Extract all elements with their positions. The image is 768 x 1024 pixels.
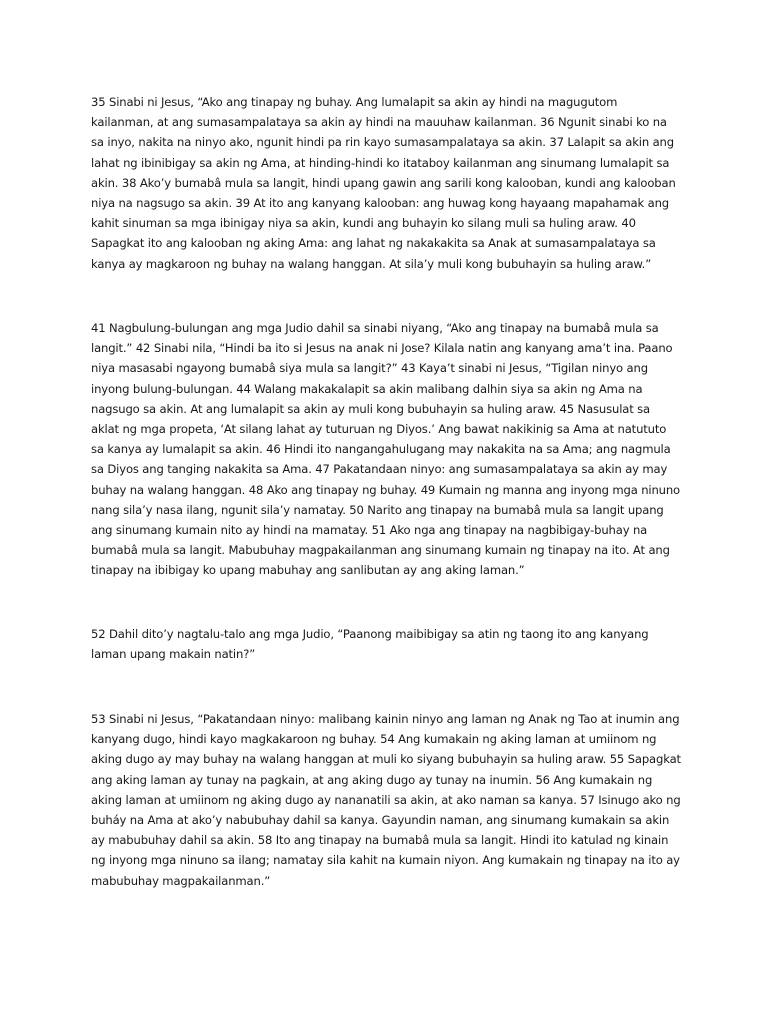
paragraph-verses-53-58: 53 Sinabi ni Jesus, “Pakatandaan ninyo: malibang kainin ninyo ang laman ng Anak ng Tao at inumin ang kanyang dugo, hindi kayo magkakaroon ng buhay. 54 Ang kumakain ng aking laman at umiinom ng aking dugo ay may buhay na walang hanggan at muli ko siyang bubuhayin sa huling araw. 55 Sapagkat ang aking laman ay tunay na pagkain, at ang aking dugo ay tunay na inumin. 56 Ang kumakain ng aking laman at umiinom ng aking dugo ay nananatili sa akin, at ako naman sa kanya. 57 Isinugo ako ng buháy na Ama at ako’y nabubuhay dahil sa kanya. Gayundin naman, ang sinumang kumakain sa akin ay mabubuhay dahil sa akin. 58 Ito ang tinapay na bumabâ mula sa langit. Hindi ito katulad ng kinain ng inyong mga ninuno sa ilang; namatay sila kahit na kumain niyon. Ang kumakain ng tinapay na ito ay mabubuhay magpakailanman.”	[91, 712, 681, 888]
paragraph-verses-35-40: 35 Sinabi ni Jesus, “Ako ang tinapay ng buhay. Ang lumalapit sa akin ay hindi na magugutom kailanman, at ang sumasampalataya sa akin ay hindi na mauuhaw kailanman. 36 Ngunit sinabi ko na sa inyo, nakita na ninyo ako, ngunit hindi pa rin kayo sumasampalataya sa akin. 37 Lalapit sa akin ang lahat ng ibinibigay sa akin ng Ama, at hinding-hindi ko itataboy kailanman ang sinumang lumalapit sa akin. 38 Ako’y bumabâ mula sa langit, hindi upang gawin ang sarili kong kalooban, kundi ang kalooban niya na nagsugo sa akin. 39 At ito ang kanyang kalooban: ang huwag kong hayaang mapahamak ang kahit sinuman sa mga ibinigay niya sa akin, kundi ang buhayin ko silang muli sa huling araw. 40 Sapagkat ito ang kalooban ng aking Ama: ang lahat ng nakakakita sa Anak at sumasampalataya sa kanya ay magkaroon ng buhay na walang hanggan. At sila’y muli kong bubuhayin sa huling araw.”	[91, 95, 676, 271]
paragraph-verses-41-51: 41 Nagbulung-bulungan ang mga Judio dahil sa sinabi niyang, “Ako ang tinapay na bumabâ mula sa langit.” 42 Sinabi nila, “Hindi ba ito si Jesus na anak ni Jose? Kilala natin ang kanyang ama’t ina. Paano niya masasabi ngayong bumabâ siya mula sa langit?” 43 Kaya’t sinabi ni Jesus, “Tigilan ninyo ang inyong bulung-bulungan. 44 Walang makakalapit sa akin malibang dalhin siya sa akin ng Ama na nagsugo sa akin. At ang lumalapit sa akin ay muli kong bubuhayin sa huling araw. 45 Nasusulat sa aklat ng mga propeta, ‘At silang lahat ay tuturuan ng Diyos.’ Ang bawat nakikinig sa Ama at natututo sa kanya ay lumalapit sa akin. 46 Hindi ito nangangahulugang may nakakita na sa Ama; ang nagmula sa Diyos ang tanging nakakita sa Ama. 47 Pakatandaan ninyo: ang sumasampalataya sa akin ay may buhay na walang hanggan. 48 Ako ang tinapay ng buhay. 49 Kumain ng manna ang inyong mga ninuno nang sila’y nasa ilang, ngunit sila’y namatay. 50 Narito ang tinapay na bumabâ mula sa langit upang ang sinumang kumain nito ay hindi na mamatay. 51 Ako nga ang tinapay na nagbibigay-buhay na bumabâ mula sa langit. Mabubuhay magpakailanman ang sinumang kumain ng tinapay na ito. At ang tinapay na ibibigay ko upang mabuhay ang sanlibutan ay ang aking laman.”	[91, 321, 681, 578]
paragraph-verse-52: 52 Dahil dito’y nagtalu-talo ang mga Judio, “Paanong maibibigay sa atin ng taong ito ang kanyang laman upang makain natin?”	[91, 627, 649, 662]
